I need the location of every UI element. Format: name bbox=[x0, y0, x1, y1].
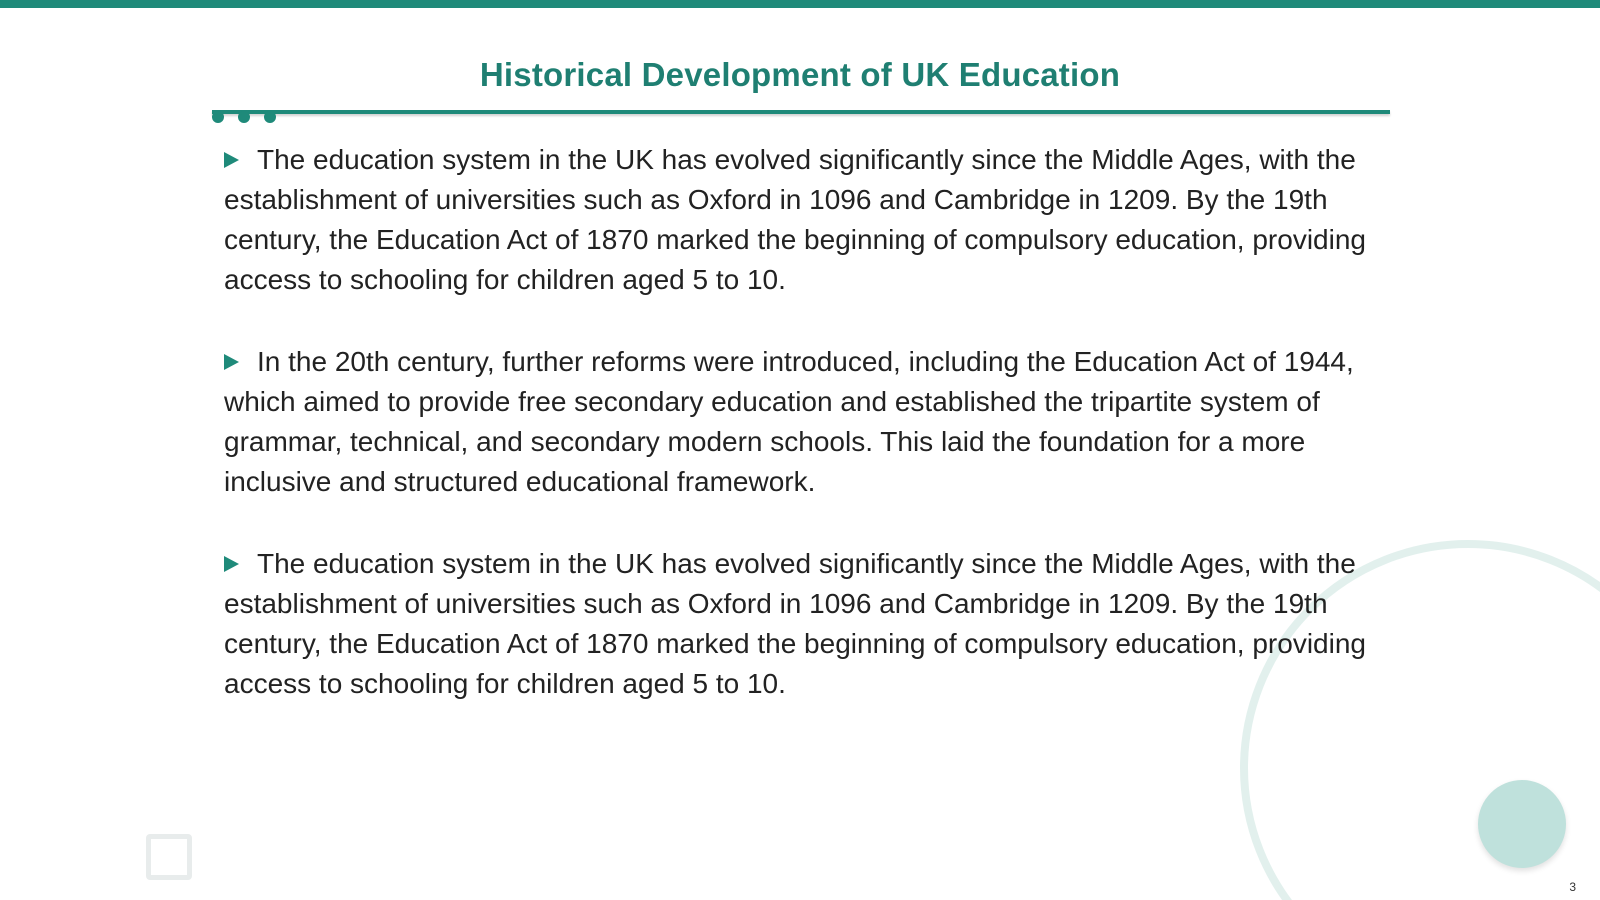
triangle-right-icon bbox=[224, 152, 239, 168]
bullet-paragraph bbox=[224, 342, 1374, 502]
dot-icon bbox=[212, 111, 224, 123]
bullet-text: The education system in the UK has evolved significantly since the Middle Ages, with the establishment of universities such as Oxford in 1096 and Cambridge in 1209. By the 19th century, the Education Act of 1870 marked the beginning of compulsory education, providing access to schooling for children aged 5 to 10. bbox=[224, 144, 1366, 295]
dot-icon bbox=[264, 111, 276, 123]
slide-title: Historical Development of UK Education bbox=[479, 56, 1121, 93]
triangle-right-icon bbox=[224, 556, 239, 572]
decorative-square bbox=[146, 834, 192, 880]
title-underline bbox=[212, 110, 1390, 114]
triangle-right-icon bbox=[224, 354, 239, 370]
decorative-circle bbox=[1478, 780, 1566, 868]
bullet-list bbox=[224, 140, 1374, 746]
bullet-paragraph bbox=[224, 140, 1374, 300]
decorative-dots bbox=[212, 111, 292, 127]
dot-icon bbox=[238, 111, 250, 123]
bullet-text: In the 20th century, further reforms were introduced, including the Education Act of 1944, which aimed to provide free secondary education and established the tripartite system of grammar, technical, and secondary modern schools. This laid the foundation for a more inclusive and structured educational framework. bbox=[224, 346, 1354, 497]
page-number: 3 bbox=[1569, 880, 1576, 894]
bullet-paragraph bbox=[224, 544, 1374, 704]
top-accent-bar bbox=[0, 0, 1600, 8]
bullet-text: The education system in the UK has evolved significantly since the Middle Ages, with the establishment of universities such as Oxford in 1096 and Cambridge in 1209. By the 19th century, the Education Act of 1870 marked the beginning of compulsory education, providing access to schooling for children aged 5 to 10. bbox=[224, 548, 1366, 699]
